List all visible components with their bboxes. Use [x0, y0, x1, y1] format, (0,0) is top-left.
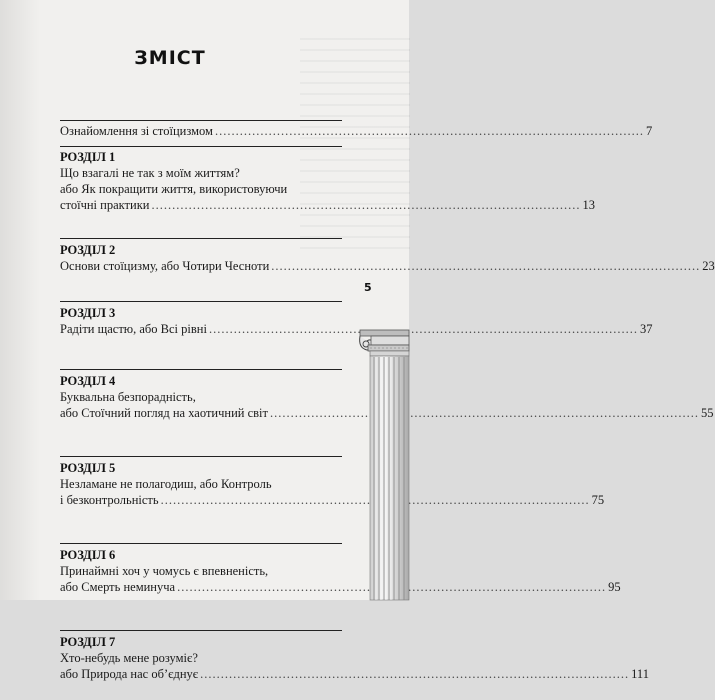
divider: [60, 456, 342, 457]
toc-entry-line: [60, 666, 649, 682]
toc-entry-chapter-5[interactable]: [60, 456, 605, 526]
toc-entry-chapter-1[interactable]: [60, 146, 595, 226]
toc-entry-chapter-2[interactable]: [60, 238, 715, 288]
toc-entry-line: [60, 579, 621, 595]
divider: [60, 630, 342, 631]
entry-title: і безконтрольність: [60, 493, 159, 507]
entry-page: 111: [631, 667, 649, 681]
chapter-label: РОЗДІЛ 2: [60, 243, 116, 257]
leader-dots: [209, 321, 638, 337]
divider: [60, 369, 342, 370]
divider: [60, 238, 342, 239]
entry-title-line: Незламане не полагодиш, або Контроль: [60, 477, 272, 491]
entry-title: або Стоїчний погляд на хаотичний світ: [60, 406, 268, 420]
chapter-label: РОЗДІЛ 3: [60, 306, 116, 320]
entry-page: 37: [639, 322, 653, 336]
entry-title-line: Що взагалі не так з моїм життям?: [60, 166, 240, 180]
divider: [60, 301, 342, 302]
table-of-contents: [60, 120, 715, 700]
page-title: ЗМІСТ: [134, 47, 206, 69]
chapter-label: РОЗДІЛ 5: [60, 461, 116, 475]
leader-dots: [270, 405, 699, 421]
toc-entry-chapter-3[interactable]: [60, 301, 653, 352]
toc-entry-line: [60, 258, 715, 274]
toc-entry-line: [60, 123, 653, 139]
entry-title: або Природа нас об’єднує: [60, 667, 199, 681]
entry-title: Ознайомлення зі стоїцизмом: [60, 124, 213, 138]
entry-title-line: Принаймні хоч у чомусь є впевненість,: [60, 564, 269, 578]
toc-entry-chapter-7[interactable]: [60, 630, 649, 700]
toc-entry-chapter-4[interactable]: [60, 369, 714, 439]
divider: [60, 120, 342, 121]
chapter-label: РОЗДІЛ 1: [60, 150, 116, 164]
chapter-label: РОЗДІЛ 4: [60, 374, 116, 388]
entry-title: або Смерть неминуча: [60, 580, 176, 594]
entry-page: 95: [608, 580, 621, 594]
toc-entry-chapter-6[interactable]: [60, 543, 621, 613]
chapter-label: РОЗДІЛ 7: [60, 635, 116, 649]
toc-entry-line: [60, 321, 653, 337]
entry-title-line: Буквальна безпорадність,: [60, 390, 196, 404]
entry-page: 7: [645, 124, 653, 138]
entry-title: Основи стоїцизму, або Чотири Чесноти: [60, 259, 270, 273]
entry-title-line: Хто-небудь мене розуміє?: [60, 651, 198, 665]
divider: [60, 543, 342, 544]
leader-dots: [200, 666, 629, 682]
leader-dots: [151, 197, 580, 213]
toc-entry-line: [60, 405, 714, 421]
entry-title: стоїчні практики: [60, 198, 150, 212]
toc-entry-line: [60, 197, 595, 213]
ionic-column-icon: [358, 330, 409, 600]
page-gutter-shadow: [0, 0, 40, 600]
leader-dots: [215, 123, 644, 139]
divider: [60, 146, 342, 147]
chapter-label: РОЗДІЛ 6: [60, 548, 116, 562]
entry-page: 75: [591, 493, 605, 507]
toc-entry-intro[interactable]: [60, 120, 653, 140]
page-number: 5: [364, 281, 372, 294]
entry-page: 55: [700, 406, 714, 420]
entry-title-line: або Як покращити життя, використовуючи: [60, 182, 288, 196]
entry-title: Радіти щастю, або Всі рівні: [60, 322, 207, 336]
leader-dots: [271, 258, 700, 274]
entry-page: 13: [582, 198, 595, 212]
entry-page: 23: [702, 259, 715, 273]
toc-entry-line: [60, 492, 605, 508]
